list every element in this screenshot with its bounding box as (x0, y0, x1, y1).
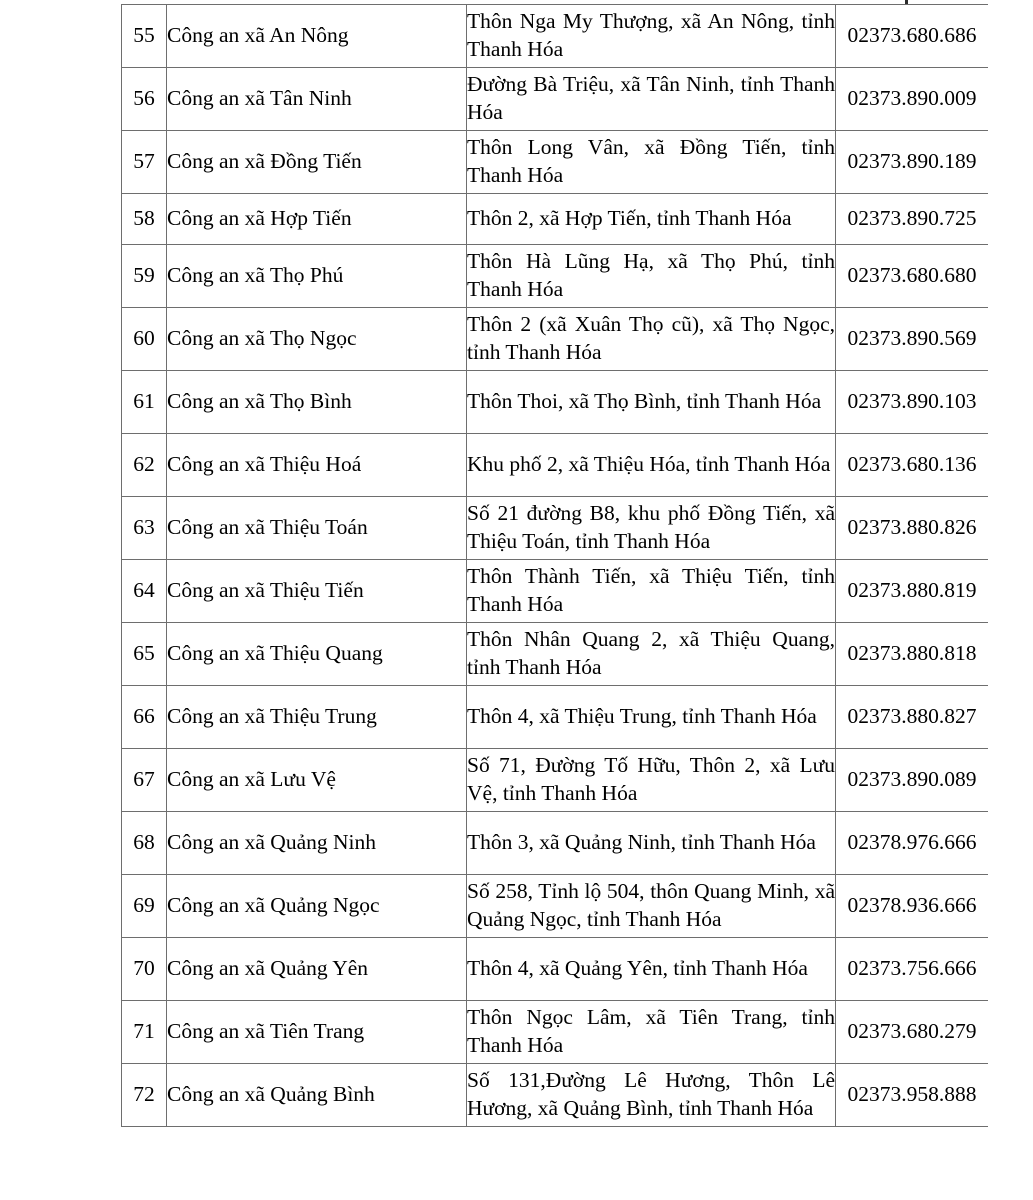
address-cell: Số 131,Đường Lê Hương, Thôn Lê Hương, xã Quảng Bình, tỉnh Thanh Hóa (467, 1064, 836, 1127)
unit-name-cell: Công an xã Quảng Bình (167, 1064, 467, 1127)
row-number-cell: 70 (122, 938, 167, 1001)
row-number-cell: 69 (122, 875, 167, 938)
address-cell: Thôn Thoi, xã Thọ Bình, tỉnh Thanh Hóa (467, 371, 836, 434)
unit-name-cell: Công an xã Thọ Ngọc (167, 308, 467, 371)
table-row (122, 131, 989, 194)
table-row (122, 749, 989, 812)
address-cell: Thôn Nhân Quang 2, xã Thiệu Quang, tỉnh Thanh Hóa (467, 623, 836, 686)
row-number-cell: 58 (122, 194, 167, 245)
unit-name-cell: Công an xã Thọ Bình (167, 371, 467, 434)
row-number-cell: 63 (122, 497, 167, 560)
phone-number-cell: 02373.880.819 (836, 560, 989, 623)
table-row (122, 5, 989, 68)
unit-name-cell: Công an xã Thọ Phú (167, 245, 467, 308)
table-body (122, 5, 989, 1127)
row-number-cell: 67 (122, 749, 167, 812)
table-row (122, 1064, 989, 1127)
row-number-cell: 64 (122, 560, 167, 623)
unit-name-cell: Công an xã Thiệu Hoá (167, 434, 467, 497)
address-cell: Thôn Ngọc Lâm, xã Tiên Trang, tỉnh Thanh Hóa (467, 1001, 836, 1064)
address-cell: Đường Bà Triệu, xã Tân Ninh, tỉnh Thanh Hóa (467, 68, 836, 131)
phone-number-cell: 02373.680.680 (836, 245, 989, 308)
unit-name-cell: Công an xã Thiệu Tiến (167, 560, 467, 623)
unit-name-cell: Công an xã Lưu Vệ (167, 749, 467, 812)
phone-number-cell: 02378.976.666 (836, 812, 989, 875)
unit-name-cell: Công an xã Tiên Trang (167, 1001, 467, 1064)
table-row (122, 497, 989, 560)
phone-number-cell: 02373.680.136 (836, 434, 989, 497)
row-number-cell: 71 (122, 1001, 167, 1064)
address-cell: Thôn 2 (xã Xuân Thọ cũ), xã Thọ Ngọc, tỉnh Thanh Hóa (467, 308, 836, 371)
table-row (122, 812, 989, 875)
unit-name-cell: Công an xã Thiệu Toán (167, 497, 467, 560)
table-row (122, 1001, 989, 1064)
table-row (122, 875, 989, 938)
phone-number-cell: 02373.890.009 (836, 68, 989, 131)
row-number-cell: 62 (122, 434, 167, 497)
address-cell: Thôn 2, xã Hợp Tiến, tỉnh Thanh Hóa (467, 194, 836, 245)
police-station-directory-table (121, 4, 988, 1127)
row-number-cell: 55 (122, 5, 167, 68)
row-number-cell: 61 (122, 371, 167, 434)
phone-number-cell: 02373.890.103 (836, 371, 989, 434)
row-number-cell: 65 (122, 623, 167, 686)
unit-name-cell: Công an xã Tân Ninh (167, 68, 467, 131)
row-number-cell: 59 (122, 245, 167, 308)
row-number-cell: 72 (122, 1064, 167, 1127)
phone-number-cell: 02373.680.686 (836, 5, 989, 68)
phone-number-cell: 02373.880.826 (836, 497, 989, 560)
address-cell: Số 71, Đường Tố Hữu, Thôn 2, xã Lưu Vệ, tỉnh Thanh Hóa (467, 749, 836, 812)
address-cell: Số 21 đường B8, khu phố Đồng Tiến, xã Thiệu Toán, tỉnh Thanh Hóa (467, 497, 836, 560)
phone-number-cell: 02373.890.569 (836, 308, 989, 371)
unit-name-cell: Công an xã Hợp Tiến (167, 194, 467, 245)
address-cell: Khu phố 2, xã Thiệu Hóa, tỉnh Thanh Hóa (467, 434, 836, 497)
phone-number-cell: 02373.880.827 (836, 686, 989, 749)
table-row (122, 434, 989, 497)
address-cell: Số 258, Tỉnh lộ 504, thôn Quang Minh, xã Quảng Ngọc, tỉnh Thanh Hóa (467, 875, 836, 938)
unit-name-cell: Công an xã Thiệu Quang (167, 623, 467, 686)
row-number-cell: 57 (122, 131, 167, 194)
phone-number-cell: 02373.880.818 (836, 623, 989, 686)
phone-number-cell: 02378.936.666 (836, 875, 989, 938)
unit-name-cell: Công an xã Quảng Ngọc (167, 875, 467, 938)
phone-number-cell: 02373.756.666 (836, 938, 989, 1001)
phone-number-cell: 02373.680.279 (836, 1001, 989, 1064)
unit-name-cell: Công an xã Đồng Tiến (167, 131, 467, 194)
row-number-cell: 66 (122, 686, 167, 749)
row-number-cell: 56 (122, 68, 167, 131)
address-cell: Thôn Nga My Thượng, xã An Nông, tỉnh Thanh Hóa (467, 5, 836, 68)
unit-name-cell: Công an xã An Nông (167, 5, 467, 68)
unit-name-cell: Công an xã Quảng Yên (167, 938, 467, 1001)
table-row (122, 194, 989, 245)
table-row (122, 560, 989, 623)
unit-name-cell: Công an xã Quảng Ninh (167, 812, 467, 875)
phone-number-cell: 02373.958.888 (836, 1064, 989, 1127)
table-row (122, 371, 989, 434)
address-cell: Thôn Hà Lũng Hạ, xã Thọ Phú, tỉnh Thanh Hóa (467, 245, 836, 308)
table-row (122, 623, 989, 686)
phone-number-cell: 02373.890.089 (836, 749, 989, 812)
phone-number-cell: 02373.890.725 (836, 194, 989, 245)
table-row (122, 68, 989, 131)
phone-number-cell: 02373.890.189 (836, 131, 989, 194)
address-cell: Thôn 3, xã Quảng Ninh, tỉnh Thanh Hóa (467, 812, 836, 875)
table-row (122, 245, 989, 308)
unit-name-cell: Công an xã Thiệu Trung (167, 686, 467, 749)
table-row (122, 686, 989, 749)
address-cell: Thôn 4, xã Thiệu Trung, tỉnh Thanh Hóa (467, 686, 836, 749)
table-row (122, 938, 989, 1001)
address-cell: Thôn Thành Tiến, xã Thiệu Tiến, tỉnh Thanh Hóa (467, 560, 836, 623)
table-viewport (121, 0, 988, 1200)
row-number-cell: 68 (122, 812, 167, 875)
table-row (122, 308, 989, 371)
address-cell: Thôn 4, xã Quảng Yên, tỉnh Thanh Hóa (467, 938, 836, 1001)
row-number-cell: 60 (122, 308, 167, 371)
address-cell: Thôn Long Vân, xã Đồng Tiến, tỉnh Thanh Hóa (467, 131, 836, 194)
